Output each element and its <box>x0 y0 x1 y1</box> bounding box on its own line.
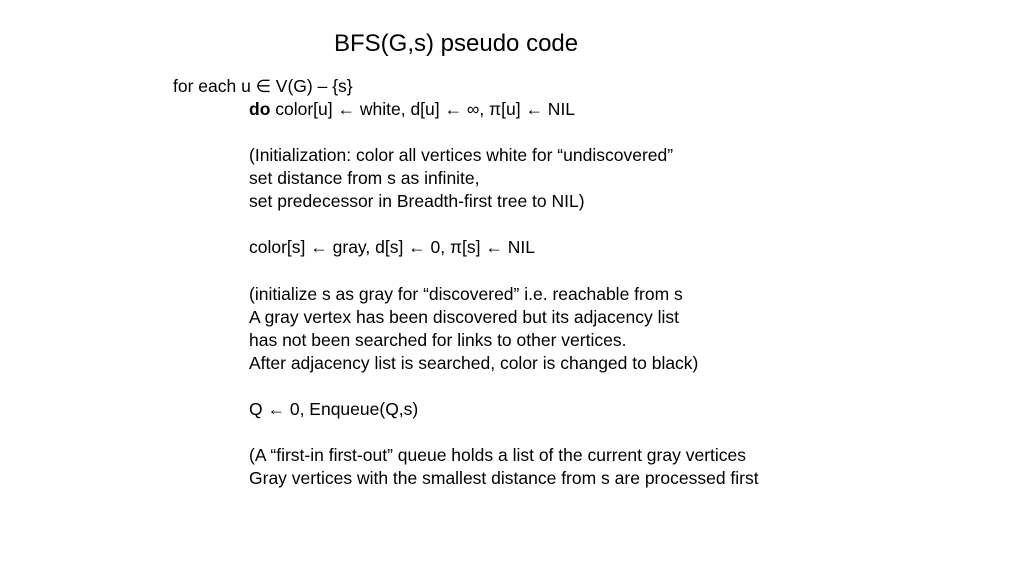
slide-title: BFS(G,s) pseudo code <box>334 30 579 57</box>
comment-line: A gray vertex has been discovered but its adjacency list <box>249 307 679 327</box>
pseudo-line-do <box>249 98 575 121</box>
comment-line: set predecessor in Breadth-first tree to NIL) <box>249 191 585 211</box>
pseudo-line-enqueue: Q ← 0, Enqueue(Q,s) <box>249 399 419 419</box>
comment-line: Gray vertices with the smallest distance from s are processed first <box>249 468 759 488</box>
comment-line: set distance from s as infinite, <box>249 168 480 188</box>
comment-line: (A “first-in first-out” queue holds a list of the current gray vertices <box>249 445 746 465</box>
comment-line: (Initialization: color all vertices white for “undiscovered” <box>249 145 674 165</box>
pseudo-line-do-text: color[u] ← white, d[u] ← ∞, π[u] ← NIL <box>270 99 576 119</box>
keyword-do: do <box>249 99 271 119</box>
comment-line: After adjacency list is searched, color is changed to black) <box>249 353 699 373</box>
comment-line: (initialize s as gray for “discovered” i.e. reachable from s <box>249 284 683 304</box>
pseudo-line-for-each: for each u ∈ V(G) – {s} <box>173 76 353 96</box>
pseudo-line-init-source: color[s] ← gray, d[s] ← 0, π[s] ← NIL <box>249 237 535 257</box>
comment-line: has not been searched for links to other vertices. <box>249 330 627 350</box>
